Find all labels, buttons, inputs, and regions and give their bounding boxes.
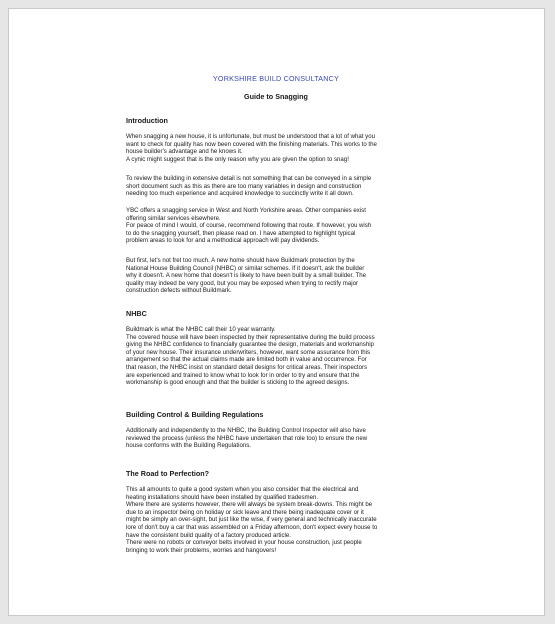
text-line: quality may indeed be very good, but you may be exposed when trying to rectify major xyxy=(126,279,359,287)
text-line: house conforms with the Building Regulations. xyxy=(126,442,251,450)
paragraph-intro-3 xyxy=(126,207,426,245)
text-line: There were no robots or conveyor belts involved in your house construction, just people xyxy=(126,539,362,547)
text-line: might be simply an over-sight, but just like the wise, if very general and technically inaccurate xyxy=(126,516,377,524)
text-line: lore of don't buy a car that was assembled on a Friday afternoon, don't expect every house to xyxy=(126,523,378,531)
text-line: workmanship is good enough and that the builder is sticking to the agreed designs. xyxy=(126,379,350,387)
text-line: problem areas to look for and a methodical approach will pay dividends. xyxy=(126,237,320,245)
text-line: want to check for quality has now been covered with the finishing materials. This works to the xyxy=(126,140,377,148)
heading-building-control: Building Control & Building Regulations xyxy=(126,410,264,419)
paragraph-nhbc-1 xyxy=(126,326,426,387)
text-line: A cynic might suggest that is the only reason why you are given the option to snag! xyxy=(126,155,349,163)
text-line: offering similar services elsewhere. xyxy=(126,214,221,222)
text-line: due to an inspector being on holiday or sick leave and there being inadequate cover or it xyxy=(126,508,364,516)
text-line: arrangement so that the actual claims made are limited both in value and occurrence. For xyxy=(126,356,367,364)
text-line: This all amounts to quite a good system when you also consider that the electrical and xyxy=(126,486,359,493)
text-line: bringing to work their problems, worries and hangovers! xyxy=(126,546,277,554)
text-line: YBC offers a snagging service in West and North Yorkshire areas. Other companies exist xyxy=(126,207,366,214)
heading-introduction: Introduction xyxy=(126,116,168,125)
text-line: giving the NHBC confidence to financially guarantee the design, materials and workmanship xyxy=(126,341,374,349)
text-line: The covered house will have been inspected by their representative during the build process xyxy=(126,333,375,341)
text-line: reviewed the process (unless the NHBC have undertaken that role too) to ensure the new xyxy=(126,434,368,442)
text-line: Buildmark is what the NHBC call their 10 year warranty. xyxy=(126,326,276,333)
text-line: to do the snagging yourself, then please read on. I have attempted to highlight typical xyxy=(126,229,356,237)
text-line: have the consistent build quality of a factory produced article. xyxy=(126,531,291,539)
text-line: needing too much experience and acquired knowledge to succinctly write it all down. xyxy=(126,190,354,198)
text-line: heating installations should have been installed by qualified tradesmen. xyxy=(126,493,319,501)
paragraph-road-1 xyxy=(126,486,426,554)
text-line: Where there are systems however, there will always be system break-downs. This might be xyxy=(126,501,373,509)
document-title: Guide to Snagging xyxy=(244,92,308,101)
text-line: construction defects without Buildmark. xyxy=(126,287,232,295)
paragraph-intro-1 xyxy=(126,133,426,163)
text-line: that reason, the NHBC insist on standard detail designs for critical areas. Their inspectors xyxy=(126,363,368,371)
heading-road-to-perfection: The Road to Perfection? xyxy=(126,469,210,478)
text-line: National House Building Council (NHBC) or similar schemes. If it doesn't, ask the builder xyxy=(126,264,365,272)
text-line: why it doesn't. A new home that doesn't is likely to have been built by a small builder. The xyxy=(126,272,367,280)
text-line: When snagging a new house, it is unfortunate, but must be understood that a lot of what you xyxy=(126,133,375,140)
text-line: of your new house. Their insurance underwriters, however, want some assurance from this xyxy=(126,348,371,356)
text-line: To review the building in extensive detail is not something that can be conveyed in a simple xyxy=(126,175,372,182)
paragraph-intro-4 xyxy=(126,257,426,295)
text-line: For peace of mind I would, of course, recommend following that route. If however, you wish xyxy=(126,222,372,230)
text-line: But first, let's not fret too much. A new home should have Buildmark protection by the xyxy=(126,257,355,264)
text-line: are experienced and trained to know what to look for in order to try and ensure that the xyxy=(126,371,360,379)
text-line: house builder's advantage and he knows it. xyxy=(126,148,243,156)
paragraph-intro-2 xyxy=(126,175,426,198)
organization-name: YORKSHIRE BUILD CONSULTANCY xyxy=(212,74,340,83)
text-line: Additionally and independently to the NHBC, the Building Control Inspector will also have xyxy=(126,427,366,434)
heading-nhbc: NHBC xyxy=(126,309,147,318)
paragraph-building-control-1 xyxy=(126,427,426,450)
document-page xyxy=(8,8,545,616)
text-line: short document such as this as there are too many variables in design and construction xyxy=(126,182,362,190)
